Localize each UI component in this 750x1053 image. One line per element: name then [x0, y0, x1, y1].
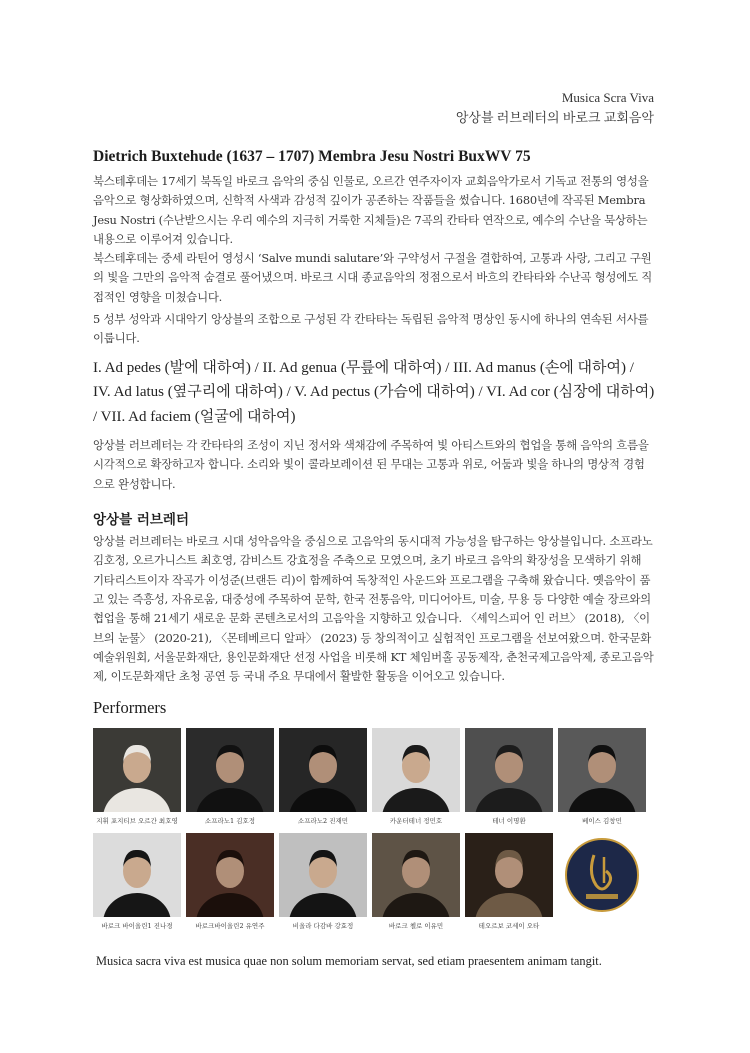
performer-photo [186, 728, 274, 812]
portrait-silhouette-icon [279, 728, 367, 812]
ensemble-intent-paragraph: 앙상블 러브레터는 각 칸타타의 조성이 지닌 정서와 색채감에 주목하여 빛 아티스트와의 협업을 통해 음악의 흐름을 시각적으로 확장하고자 합니다. 소리와 빛이 콜라보레이션 된 무대는 고통과 위로, 어둠과 빛을 하나의 명상적 경험으로 완성합니다. [93, 438, 649, 491]
portrait-silhouette-icon [558, 728, 646, 812]
intro-paragraph-3: 5 성부 성악과 시대악기 앙상블의 조합으로 구성된 각 칸타타는 독립된 음악적 명상인 동시에 하나의 연속된 서사를 이룹니다. [93, 312, 649, 346]
performer-caption: 지휘 포지티브 오르간 최호영 [96, 817, 178, 826]
performer-caption: 테오르보 코세이 오타 [478, 922, 540, 931]
performer-photo [279, 833, 367, 917]
ensemble-logo-icon [558, 833, 646, 917]
performer-photo [558, 728, 646, 812]
performer-photo [93, 833, 181, 917]
latin-motto: Musica sacra viva est musica quae non solum memoriam servat, sed etiam praesentem animam tangit. [96, 954, 602, 968]
portrait-silhouette-icon [186, 728, 274, 812]
ensemble-heading: 앙상블 러브레터 [93, 512, 189, 529]
performer-caption: 소프라노1 김호정 [204, 817, 256, 826]
intro-paragraph-2: 북스테후데는 중세 라틴어 영성시 ‘Salve mundi salutare’와 구약성서 구절을 결합하여, 고통과 사랑, 그리고 구원의 빛을 그만의 음악적 숨결로 풀어냈으며. 바로크 시대 종교음악의 정점으로서 바흐의 칸타타와 수난곡 형성에도 직접적인 영향을 미쳤습니다. [93, 251, 653, 304]
performer-card [465, 833, 553, 932]
performer-caption: 테너 이명환 [492, 817, 526, 826]
performer-photo [279, 728, 367, 812]
work-title: Dietrich Buxtehude (1637 – 1707) Membra Jesu Nostri BuxWV 75 [93, 148, 531, 165]
portrait-silhouette-icon [372, 728, 460, 812]
performer-caption: 바로크바이올린2 유연주 [195, 922, 265, 931]
portrait-silhouette-icon [279, 833, 367, 917]
performer-card [558, 728, 646, 827]
performer-caption: 카운터테너 정민호 [389, 817, 443, 826]
performer-caption: 바로크 바이올린1 진나경 [101, 922, 173, 931]
performers-heading: Performers [93, 698, 167, 718]
portrait-silhouette-icon [465, 728, 553, 812]
performer-caption: 바로크 첼로 이유민 [388, 922, 444, 931]
header-program-title: Musica Scra Viva [561, 90, 654, 105]
portrait-silhouette-icon [465, 833, 553, 917]
performer-card [465, 728, 553, 827]
performer-card [186, 833, 274, 932]
movement-list: I. Ad pedes (발에 대하여) / II. Ad genua (무릎에 대하여) / III. Ad manus (손에 대하여) / IV. Ad latus (옆구리에 대하여) / V. Ad pectus (가슴에 대하여) / VI. Ad cor (심장에 대하여) / VII. Ad faciem (얼굴에 대하여) [93, 359, 655, 425]
performer-photo [186, 833, 274, 917]
ensemble-bio-paragraph: 앙상블 러브레터는 바로크 시대 성악음악을 중심으로 고음악의 동시대적 가능성을 탐구하는 앙상블입니다. 소프라노 김호정, 오르가니스트 최호영, 감비스트 강효정을 주축으로 모였으며, 초기 바로크 음악의 확장성을 모색하기 위해 기타리스트이자 작곡가 이성준(브랜든 리)이 함께하여 독창적인 사운드와 프로그램을 구축해 왔습니다. 옛음악이 품고 있는 즉흥성, 자유로움, 대중성에 주목하여 문학, 한국 전통음악, 미디어아트, 미술, 무용 등 다양한 예술 장르와의 협업을 통해 21세기 새로운 문화 콘텐츠로서의 고음악을 지향하고 있습니다. 〈셰익스피어 인 러브〉 (2018), 〈이브의 눈물〉 (2020-21), 〈몬테베르디 알파〉 (2023) 등 창의적이고 실험적인 프로그램을 선보여왔으며. 한국문화예술위원회, 서울문화재단, 용인문화재단 선정 사업을 비롯해 KT 체임버홀 공동제작, 춘천국제고음악제, 종로고음악제, 이도문화재단 초청 공연 등 국내 주요 무대에서 활발한 활동을 이어오고 있습니다. [93, 534, 654, 684]
intro-paragraph-1: 북스테후데는 17세기 북독일 바로크 음악의 중심 인물로, 오르간 연주자이자 교회음악가로서 기독교 전통의 영성을 음악으로 형상화하였으며, 신학적 사색과 감성적 깊이가 공존하는 작품들을 썼습니다. 1680년에 작곡된 Membra Jesu Nostri (수난받으시는 우리 예수의 지극히 거룩한 지체들)은 7곡의 칸타타 연작으로, 예수의 수난을 묵상하는 내용으로 이루어져 있습니다. [93, 174, 649, 246]
portrait-silhouette-icon [186, 833, 274, 917]
performer-photo [372, 728, 460, 812]
portrait-silhouette-icon [93, 728, 181, 812]
performer-card [372, 833, 460, 932]
performer-card [279, 728, 367, 827]
performer-card [372, 728, 460, 827]
performer-card [93, 728, 181, 827]
performer-caption: 비올라 다감바 강효정 [292, 922, 354, 931]
portrait-silhouette-icon [372, 833, 460, 917]
header-program-subtitle: 앙상블 러브레터의 바로크 교회음악 [455, 110, 654, 125]
performer-photo [93, 728, 181, 812]
performer-card [186, 728, 274, 827]
performer-card [279, 833, 367, 932]
page-header [456, 88, 654, 128]
performer-caption: 소프라노2 진재민 [297, 817, 349, 826]
performer-card [93, 833, 181, 932]
main-content [93, 148, 655, 932]
ensemble-logo-card [558, 833, 646, 932]
performer-photo [465, 833, 553, 917]
portrait-silhouette-icon [93, 833, 181, 917]
performer-photo [465, 728, 553, 812]
performer-caption: 베이스 김창민 [582, 817, 622, 826]
performer-grid [93, 728, 655, 932]
performer-photo [372, 833, 460, 917]
